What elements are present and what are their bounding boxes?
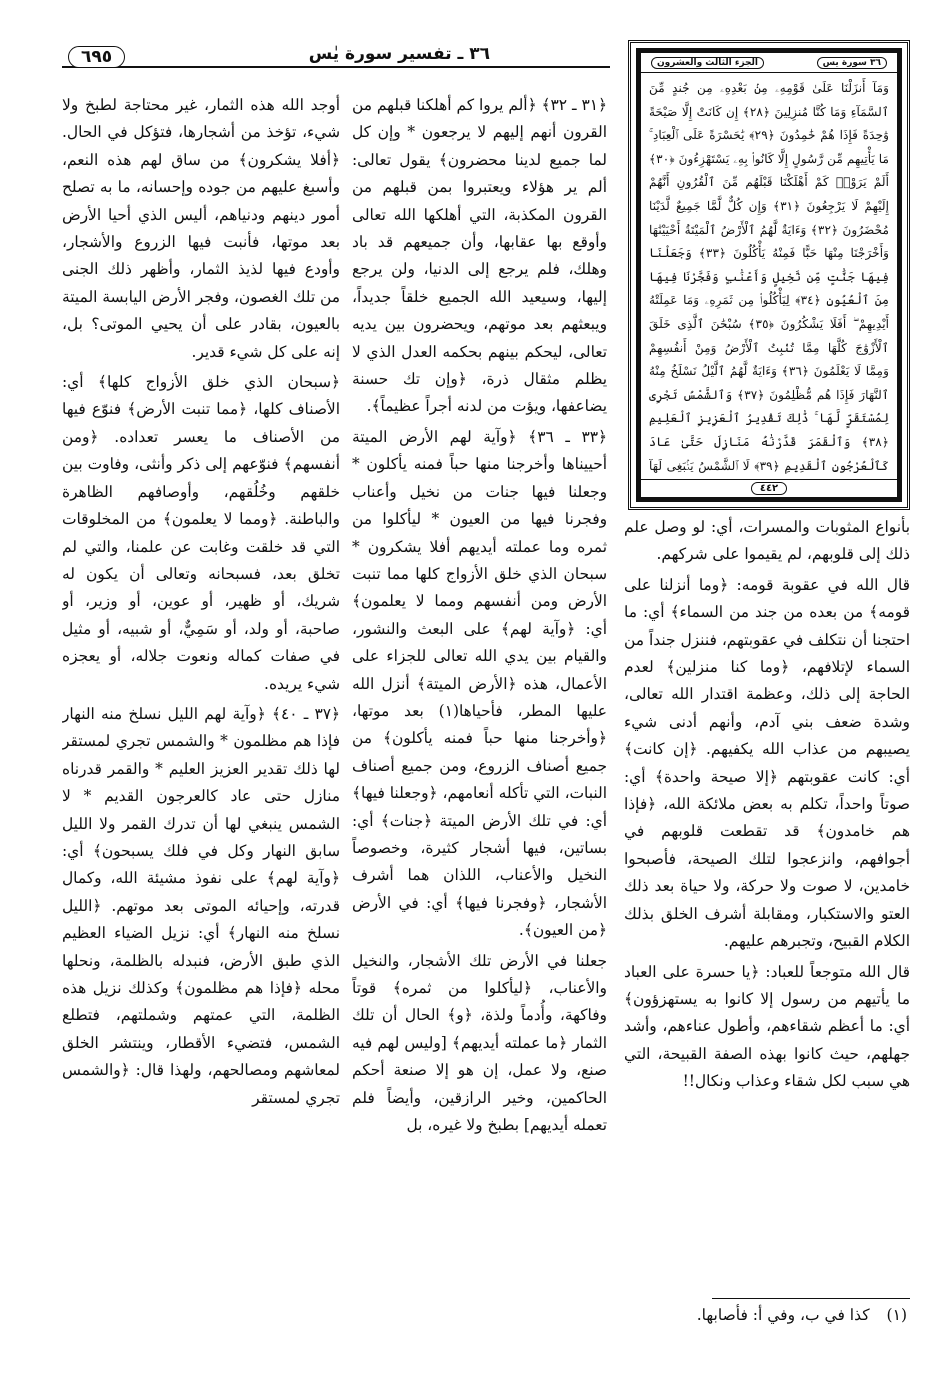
text-column-middle <box>352 92 607 1342</box>
paragraph: جعلنا في الأرض تلك الأشجار، والنخيل والأعناب، ﴿ليأكلوا من ثمره﴾ قوتاً وفاكهة، وأُدماً ولذة، ﴿و﴾ الحال أن تلك الثمار ﴿ما عملته أيديهم﴾ [وليس لهم فيه صنع، ولا عمل، إن هو إلا صنعة أحكم الحاكمين، وخير الرازقين، وأيضاً فلم تعمله أيديهم] بطبخ ولا غيره، بل <box>352 951 607 1135</box>
paragraph: ﴿٣٧ ـ ٤٠﴾ ﴿وآية لهم الليل نسلخ منه النهار فإذا هم مظلمون * والشمس تجري لمستقر لها ذلك تقدير العزيز العليم * والقمر قدرناه منازل حتى عاد كالعرجون القديم * لا الشمس ينبغي لها أن تدرك القمر ولا الليل سابق النهار وكل في فلك يسبحون﴾ أي: ﴿وآية لهم﴾ على نفوذ مشيئة الله، وكمال قدرته، وإحيائه الموتى بعد موتهم. ﴿الليل نسلخ منه النهار﴾ أي: نزيل الضياء العظيم الذي طبق الأرض، فنبدله بالظلمة، ونحلها محله ﴿فإذا هم مظلمون﴾ وكذلك نزيل هذه الظلمة، التي عمتهم وشملتهم، فتطلع الشمس، فتضيء الأقطار، وينتشر الخلق لمعاشهم ومصالحهم، ولهذا قال: ﴿والشمس تجري لمستقر <box>62 704 340 1107</box>
paragraph: ﴿سبحان الذي خلق الأزواج كلها﴾ أي: الأصناف كلها، ﴿مما تنبت الأرض﴾ فنوّع فيها من الأصناف ما يعسر تعداده. ﴿ومن أنفسهم﴾ فنوّعهم إلى ذكر وأنثى، وفاوت بين خلقهم وخُلُقهم، وأوصافهم الظاهرة والباطنة. ﴿ومما لا يعلمون﴾ من المخلوقات التي قد خلقت وغابت عن علمنا، والتي لم تخلق بعد، فسبحانه وتعالى أن يكون له شريك، أو ظهير، أو عوين، أو وزير، أو صاحبة، أو ولد، أو سَمِيٌّ، أو شبيه، أو مثيل في صفات كماله ونعوت جلاله، أو يعجزه شيء يريده. <box>62 373 340 693</box>
mushaf-juz-label: الجزء الثالث والعشرون <box>651 57 764 69</box>
mushaf-surah-label: ٣٦ سورة يس <box>817 57 887 69</box>
running-title: ٣٦ ـ تفسير سورة يٰس <box>299 44 500 64</box>
page-header <box>62 44 610 72</box>
mushaf-header-band <box>641 53 897 73</box>
page-number: ٦٩٥ <box>68 46 125 68</box>
paragraph: أوجد الله هذه الثمار، غير محتاجة لطبخ ولا شيء، تؤخذ من أشجارها، فتؤكل في الحال. ﴿أفلا يشكرون﴾ من ساق لهم هذه النعم، وأسبغ عليهم من جوده وإحسانه، ما به تصلح أمور دينهم ودنياهم، أليس الذي أحيا الأرض بعد موتها، فأنبت فيها الزروع والأشجار، وأودع فيها لذيذ الثمار، وأظهر ذلك الجنى من تلك الغصون، وفجر الأرض اليابسة الميتة بالعيون، بقادر على أن يحيي الموتى؟ بل، إنه على كل شيء قدير. <box>62 96 340 361</box>
text-column-left <box>62 92 340 1342</box>
mushaf-verses: وَمَآ أَنزَلْنَا عَلَىٰ قَوْمِهِۦ مِنۢ بَعْدِهِۦ مِن جُندٍ مِّنَ ٱلسَّمَآءِ وَمَا كُنَّا مُنزِلِينَ ﴿٢٨﴾ إِن كَانَتْ إِلَّا صَيْحَةً وَٰحِدَةً فَإِذَا هُمْ خَٰمِدُونَ ﴿٢٩﴾ يَٰحَسْرَةً عَلَى ٱلْعِبَادِ ۚ مَا يَأْتِيهِم مِّن رَّسُولٍ إِلَّا كَانُوا۟ بِهِۦ يَسْتَهْزِءُونَ ﴿٣٠﴾ أَلَمْ يَرَوْا۟ كَمْ أَهْلَكْنَا قَبْلَهُم مِّنَ ٱلْقُرُونِ أَنَّهُمْ إِلَيْهِمْ لَا يَرْجِعُونَ ﴿٣١﴾ وَإِن كُلٌّ لَّمَّا جَمِيعٌ لَّدَيْنَا مُحْضَرُونَ ﴿٣٢﴾ وَءَايَةٌ لَّهُمُ ٱلْأَرْضُ ٱلْمَيْتَةُ أَحْيَيْنَٰهَا وَأَخْرَجْنَا مِنْهَا حَبًّا فَمِنْهُ يَأْكُلُونَ ﴿٣٣﴾ وَجَعَلْنَا فِيهَا جَنَّٰتٍ مِّن نَّخِيلٍ وَأَعْنَٰبٍ وَفَجَّرْنَا فِيهَا مِنَ ٱلْعُيُونِ ﴿٣٤﴾ لِيَأْكُلُوا۟ مِن ثَمَرِهِۦ وَمَا عَمِلَتْهُ أَيْدِيهِمْ ۖ أَفَلَا يَشْكُرُونَ ﴿٣٥﴾ سُبْحَٰنَ ٱلَّذِى خَلَقَ ٱلْأَزْوَٰجَ كُلَّهَا مِمَّا تُنۢبِتُ ٱلْأَرْضُ وَمِنْ أَنفُسِهِمْ وَمِمَّا لَا يَعْلَمُونَ ﴿٣٦﴾ وَءَايَةٌ لَّهُمُ ٱلَّيْلُ نَسْلَخُ مِنْهُ ٱلنَّهَارَ فَإِذَا هُم مُّظْلِمُونَ ﴿٣٧﴾ وَٱلشَّمْسُ تَجْرِى لِمُسْتَقَرٍّ لَّهَا ۚ ذَٰلِكَ تَقْدِيرُ ٱلْعَزِيزِ ٱلْعَلِيمِ ﴿٣٨﴾ وَٱلْقَمَرَ قَدَّرْنَٰهُ مَنَازِلَ حَتَّىٰ عَادَ كَٱلْعُرْجُونِ ٱلْقَدِيمِ ﴿٣٩﴾ لَا ٱلشَّمْسُ يَنۢبَغِى لَهَآ <box>649 81 889 473</box>
footnote-number: (١) <box>886 1306 907 1324</box>
footnote-rule <box>712 1298 910 1299</box>
paragraph: ﴿٣٣ ـ ٣٦﴾ ﴿وآية لهم الأرض الميتة أحييناها وأخرجنا منها حباً فمنه يأكلون * وجعلنا فيها جنات من نخيل وأعناب وفجرنا فيها من العيون * ليأكلوا من ثمره وما عملته أيديهم أفلا يشكرون * سبحان الذي خلق الأزواج كلها مما تنبت الأرض ومن أنفسهم ومما لا يعلمون﴾ أي: ﴿وآية لهم﴾ على البعث والنشور، والقيام بين يدي الله تعالى للجزاء على الأعمال، هذه ﴿الأرض الميتة﴾ أنزل الله عليها المطر، فأحياها(١) بعد موتها، ﴿وأخرجنا منها حباً فمنه يأكلون﴾ من جميع أصناف الزروع، ومن جميع أصناف النبات، التي تأكله أنعامهم، ﴿وجعلنا فيها﴾ أي: في تلك الأرض الميتة ﴿جنات﴾ أي: بساتين، فيها أشجار كثيرة، وخصوصاً النخيل والأعناب، اللذان هما أشرف الأشجار، ﴿وفجرنا فيها﴾ أي: في الأرض ﴿من العيون﴾. <box>352 427 607 940</box>
header-rule <box>62 66 610 68</box>
paragraph: قال الله في عقوبة قومه: ﴿وما أنزلنا على قومه﴾ من بعده من جند من السماء﴾ أي: ما احتجنا أن نتكلف في عقوبتهم، فننزل جنداً من السماء لإتلافهم، ﴿وما كنا منزلين﴾ لعدم الحاجة إلى ذلك، وعظمة اقتدار الله تعالى، وشدة ضعف بني آدم، وأنهم أدنى شيء يصيبهم من عذاب الله يكفيهم. ﴿إن كانت﴾ أي: كانت عقوبتهم ﴿إلا صيحة واحدة﴾ أي: صوتاً واحداً، تكلم به بعض ملائكة الله، ﴿فإذا هم خامدون﴾ قد تقطعت قلوبهم في أجوافهم، وانزعجوا لتلك الصيحة، فأصبحوا خامدين، لا صوت ولا حركة، ولا حياة بعد ذلك العتو والاستكبار، ومقابلة أشرف الخلق بذلك الكلام القبيح، وتجبرهم عليهم. <box>624 575 910 951</box>
mushaf-page <box>640 52 898 498</box>
mushaf-frame <box>628 40 910 510</box>
paragraph: قال الله متوجعاً للعباد: ﴿يا حسرة على العباد ما يأتيهم من رسول إلا كانوا به يستهزؤون﴾ أي: ما أعظم شقاءهم، وأطول عناءهم، وأشد جهلهم، حيث كانوا بهذه الصفة القبيحة، التي هي سبب لكل شقاء وعذاب ونكال!! <box>624 962 910 1091</box>
mushaf-footer-band <box>641 479 897 497</box>
mushaf-page-number: ٤٤٢ <box>751 482 787 495</box>
paragraph: بأنواع المثوبات والمسرات، أي: لو وصل علم ذلك إلى قلوبهم، لم يقيموا على شركهم. <box>624 518 910 564</box>
footnote <box>697 1306 907 1324</box>
footnote-text: كذا في ب، وفي أ: فأصابها. <box>696 1306 870 1324</box>
paragraph: ﴿٣١ ـ ٣٢﴾ ﴿ألم يروا كم أهلكنا قبلهم من القرون أنهم إليهم لا يرجعون * وإن كل لما جميع لدينا محضرون﴾ يقول تعالى: ألم ير هؤلاء ويعتبروا بمن قبلهم من القرون المكذبة، التي أهلكها الله تعالى وأوقع بها عقابها، وأن جميعهم قد باد وهلك، فلم يرجع إلى الدنيا، ولن يرجع إليها، وسيعيد الله الجميع خلقاً جديداً، ويبعثهم بعد موتهم، ويحضرون بين يديه تعالى، ليحكم بينهم بحكمه العدل الذي لا يظلم مثقال ذرة، ﴿وإن تك حسنة يضاعفها، ويؤت من لدنه أجراً عظيماً﴾. <box>352 96 607 416</box>
text-column-right <box>624 514 910 1314</box>
